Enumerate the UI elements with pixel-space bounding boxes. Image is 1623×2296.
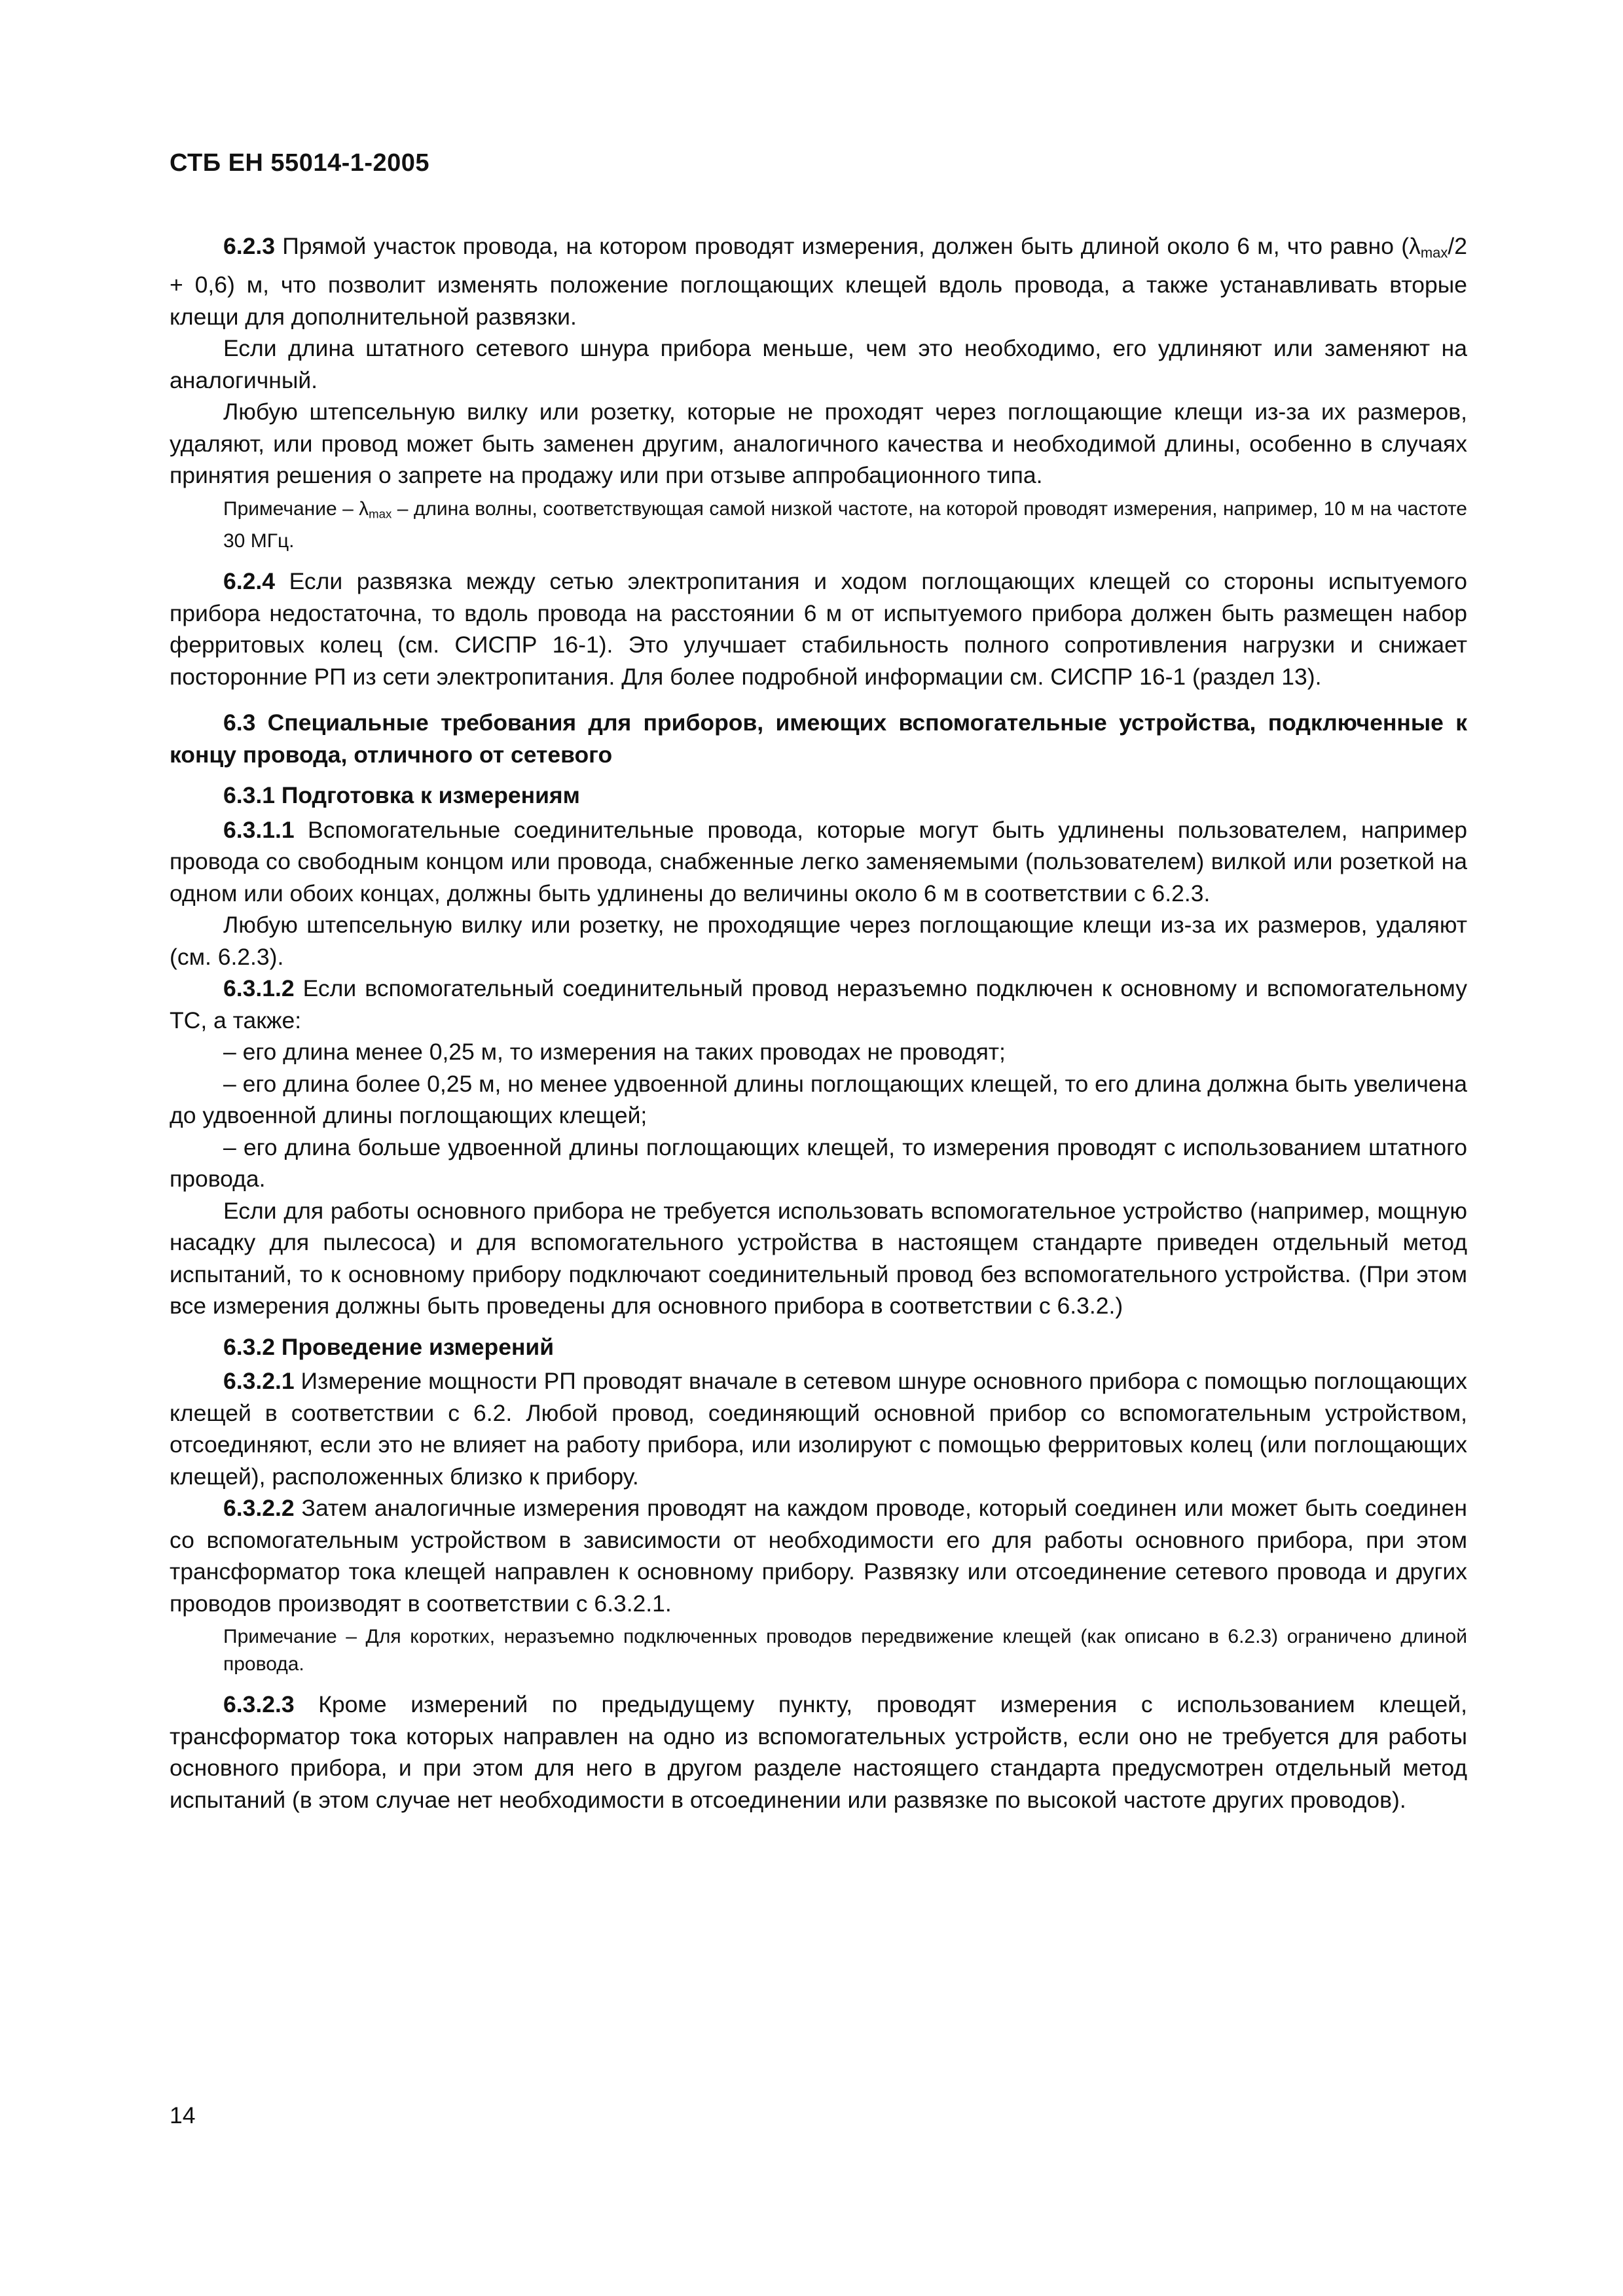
clause-number: 6.3.2.3 — [223, 1691, 295, 1718]
paragraph: Если для работы основного прибора не требуется использовать вспомогательное устройство (например, мощную насадку для пылесоса) и для вспомогательного устройства в настоящем стандарте приведен отдельный метод испытаний, то к основному прибору подключают соединительный провод без вспомогательного устройства. (При этом все измерения должны быть проведены для основного прибора в соответствии с 6.3.2.) — [170, 1197, 1467, 1319]
lambda-subscript: max — [1420, 244, 1448, 261]
list-item: – его длина более 0,25 м, но менее удвоенной длины поглощающих клещей, то его длина должна быть увеличена до удвоенной длины поглощающих клещей; — [170, 1070, 1467, 1129]
clause-number: 6.3.2.2 — [223, 1495, 295, 1522]
list-item: – его длина менее 0,25 м, то измерения на таких проводах не проводят; — [223, 1039, 1006, 1066]
lambda-symbol: λ — [359, 497, 369, 520]
paragraph-6-2-4: 6.2.4 Если развязка между сетью электропитания и ходом поглощающих клещей со стороны испытуемого прибора недостаточна, то вдоль провода на расстоянии 6 м от испытуемого прибора должен быть размещен набор ферритовых колец (см. СИСПР 16-1). Это улучшает стабильность полного сопротивления нагрузки и снижает посторонние РП из сети электропитания. Для более подробной информации см. СИСПР 16-1 (раздел 13). — [170, 568, 1467, 690]
clause-number: 6.2.3 — [223, 233, 275, 259]
clause-number: 6.3.2.1 — [223, 1368, 295, 1395]
clause-number: 6.2.4 — [223, 568, 275, 595]
paragraph-6-3-2-3: 6.3.2.3 Кроме измерений по предыдущему пункту, проводят измерения с использованием клещей, трансформатор тока которых направлен на одно из вспомогательных устройств, если оно не требуется для работы основного прибора, и при этом для него в другом разделе настоящего стандарта предусмотрен отдельный метод испытаний (в этом случае нет необходимости в отсоединении или развязке по высокой частоте других проводов). — [170, 1691, 1467, 1813]
paragraph-6-3-2-1: 6.3.2.1 Измерение мощности РП проводят вначале в сетевом шнуре основного прибора с помощью поглощающих клещей в соответствии с 6.2. Любой провод, соединяющий основной прибор со вспомогательным устройством, отсоединяют, если это не влияет на работу прибора, или изолируют с помощью ферритовых колец (или поглощающих клещей), расположенных близко к прибору. — [170, 1368, 1467, 1490]
section-heading-6-3: 6.3 Специальные требования для приборов, имеющих вспомогательные устройства, подключенные к концу провода, отличного от сетевого — [170, 709, 1467, 768]
clause-number: 6.3.1.2 — [223, 975, 295, 1002]
paragraph-6-3-2-2: 6.3.2.2 Затем аналогичные измерения проводят на каждом проводе, который соединен или может быть соединен со вспомогательным устройством в зависимости от необходимости его для работы основного прибора, при этом трансформатор тока клещей направлен к основному прибору. Развязку или отсоединение сетевого провода и других проводов производят в соответствии с 6.3.2.1. — [170, 1495, 1467, 1617]
paragraph-6-3-1-2: 6.3.1.2 Если вспомогательный соединительный провод неразъемно подключен к основному и вспомогательному ТС, а также: — [170, 975, 1467, 1033]
lambda-symbol: λ — [1409, 233, 1421, 259]
paragraph-6-3-1-1: 6.3.1.1 Вспомогательные соединительные провода, которые могут быть удлинены пользователем, например провода со свободным концом или провода, снабженные легко заменяемыми (пользователем) вилкой или розеткой на одном или обоих концах, должны быть удлинены до величины около 6 м в соответствии с 6.2.3. — [170, 816, 1467, 906]
paragraph-6-2-3: 6.2.3 Прямой участок провода, на котором проводят измерения, должен быть длиной около 6 м, что равно $(\lambda_{max}/2 + 0,6)$ м, что позволит изменять положение поглощающих клещей вдоль провода, а также устанавливать вторые клещи для дополнительной развязки. — [170, 233, 1467, 330]
paragraph: Любую штепсельную вилку или розетку, которые не проходят через поглощающие клещи из-за их размеров, удаляют, или провод может быть заменен другим, аналогичного качества и необходимой длины, особенно в случаях принятия решения о запрете на продажу или при отзыве аппробационного типа. — [170, 399, 1467, 488]
list-item: – его длина больше удвоенной длины поглощающих клещей, то измерения проводят с использованием штатного провода. — [170, 1134, 1467, 1193]
subsection-heading-6-3-1: 6.3.1 Подготовка к измерениям — [223, 782, 580, 809]
paragraph: Любую штепсельную вилку или розетку, не проходящие через поглощающие клещи из-за их размеров, удаляют (см. 6.2.3). — [170, 912, 1467, 970]
page-number: 14 — [170, 2102, 196, 2128]
paragraph: Если длина штатного сетевого шнура прибора меньше, чем это необходимо, его удлиняют или заменяют на аналогичный. — [170, 335, 1467, 393]
document-body — [170, 230, 1467, 1816]
subsection-heading-6-3-2: 6.3.2 Проведение измерений — [223, 1333, 555, 1360]
clause-number: 6.3.1.1 — [223, 816, 295, 843]
lambda-subscript: max — [369, 507, 392, 521]
document-header: СТБ ЕН 55014-1-2005 — [170, 149, 430, 177]
note: Примечание – $\lambda_{max}$ – длина волны, соответствующая самой низкой частоте, на которой проводят измерения, например, 10 м на частоте 30 МГц. — [223, 497, 1467, 552]
note: Примечание – Для коротких, неразъемно подключенных проводов передвижение клещей (как описано в 6.2.3) ограничено длиной провода. — [223, 1626, 1467, 1676]
